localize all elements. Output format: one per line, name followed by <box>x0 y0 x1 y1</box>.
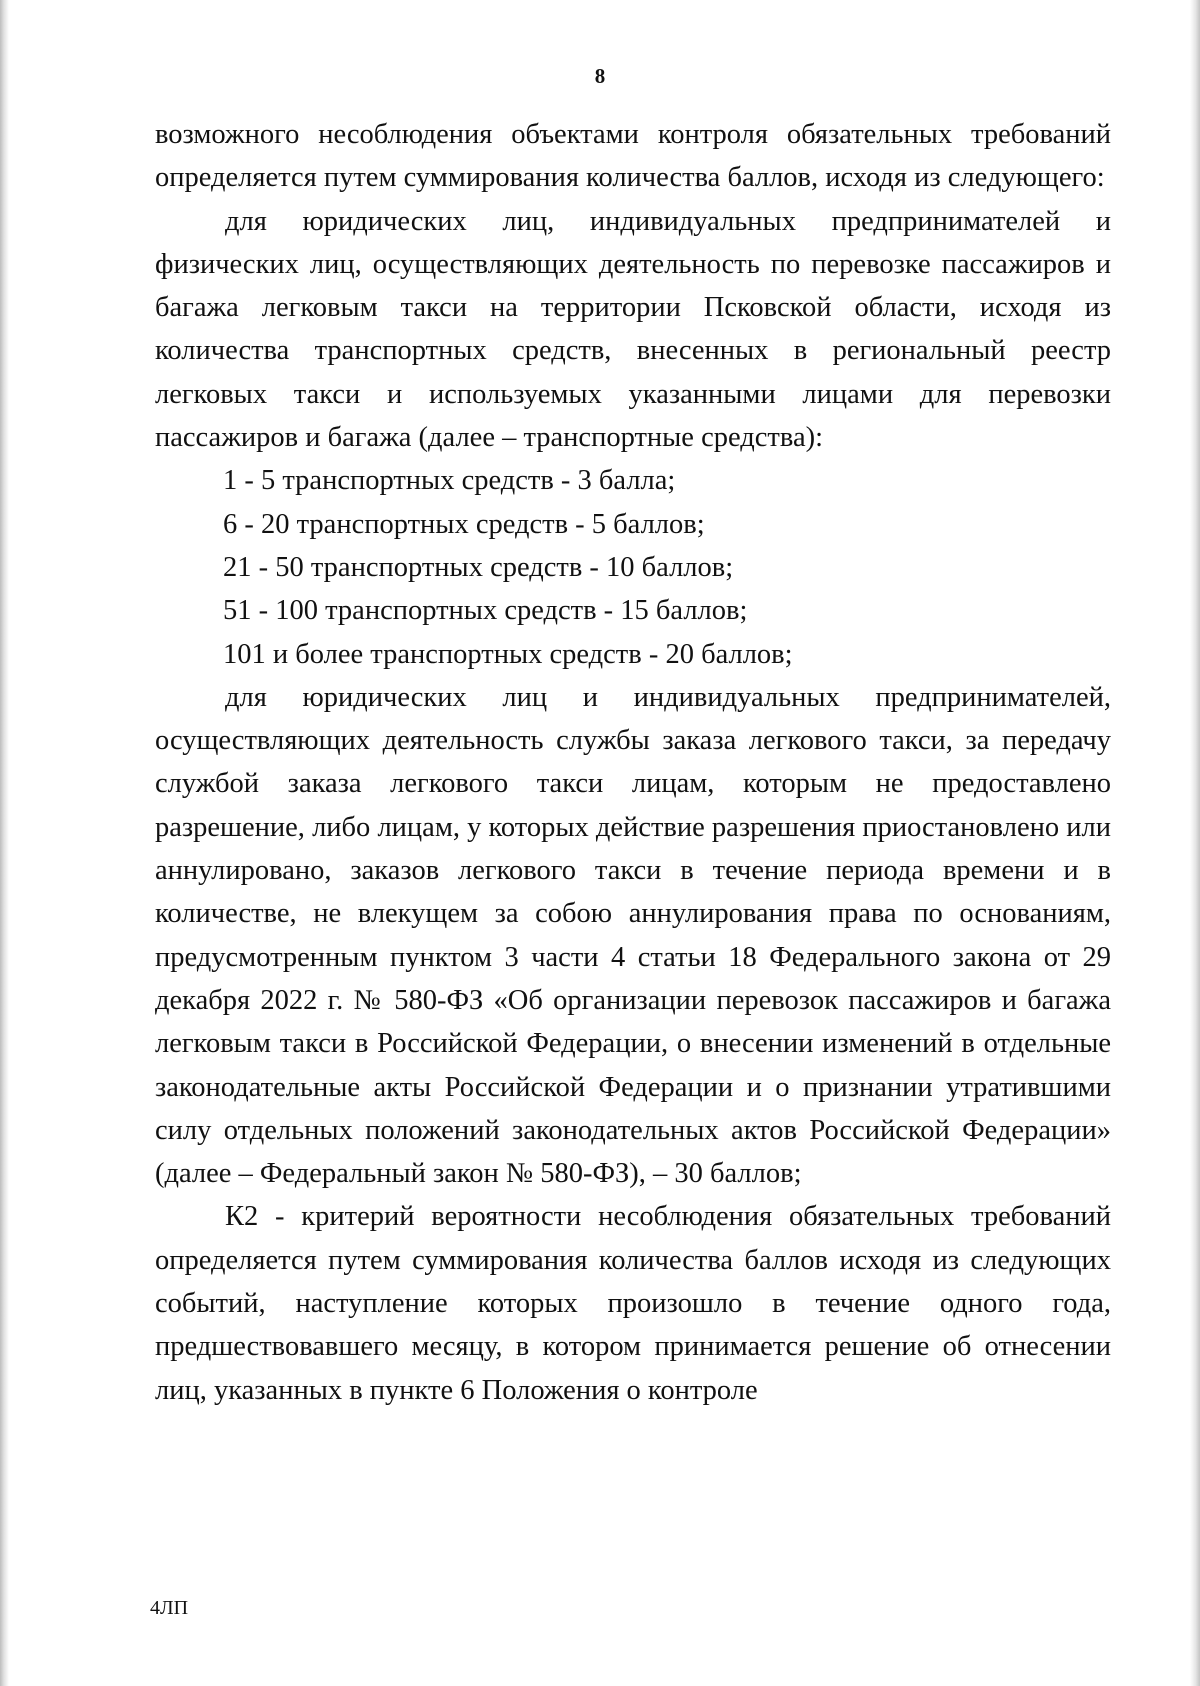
scale-item-5: 101 и более транспортных средств - 20 баллов; <box>223 638 793 670</box>
paragraph-continuation: возможного несоблюдения объектами контроля обязательных требований определяется путем суммирования количества баллов, исходя из следующего: <box>155 119 1111 194</box>
document-code: 4ЛП <box>150 1597 189 1619</box>
page-number: 8 <box>594 64 606 88</box>
scale-item-4: 51 - 100 транспортных средств - 15 баллов; <box>223 595 748 627</box>
paragraph-k2-criterion: К2 - критерий вероятности несоблюдения обязательных требований определяется путем суммирования количества баллов исходя из следующих событий, наступление которых произошло в течение одного года, предшествовавшего месяцу, в котором принимается решение об отнесении лиц, указанных в пункте 6 Положения о контроле <box>155 1201 1111 1406</box>
scale-item-1: 1 - 5 транспортных средств - 3 балла; <box>223 465 676 497</box>
scan-edge-right <box>1190 0 1200 1686</box>
document-body <box>155 113 1111 1412</box>
scan-edge-left <box>0 0 9 1686</box>
scale-item-2: 6 - 20 транспортных средств - 5 баллов; <box>223 508 705 540</box>
scale-item-3: 21 - 50 транспортных средств - 10 баллов; <box>223 551 734 583</box>
paragraph-taxi-carriers: для юридических лиц, индивидуальных предпринимателей и физических лиц, осуществляющих деятельность по перевозке пассажиров и багажа легковым такси на территории Псковской области, исходя из количества транспортных средств, внесенных в региональный реестр легковых такси и используемых указанными лицами для перевозки пассажиров и багажа (далее – транспортные средства): <box>155 205 1111 454</box>
paragraph-order-service: для юридических лиц и индивидуальных предпринимателей, осуществляющих деятельность службы заказа легкового такси, за передачу службой заказа легкового такси лицам, которым не предоставлено разрешение, либо лицам, у которых действие разрешения приостановлено или аннулировано, заказов легкового такси в течение периода времени и в количестве, не влекущем за собою аннулирования права по основаниям, предусмотренным пунктом 3 части 4 статьи 18 Федерального закона от 29 декабря 2022 г. № 580-ФЗ «Об организации перевозок пассажиров и багажа легковым такси в Российской Федерации, о внесении изменений в отдельные законодательные акты Российской Федерации и о признании утратившими силу отдельных положений законодательных актов Российской Федерации» (далее – Федеральный закон № 580-ФЗ), – 30 баллов; <box>155 681 1111 1190</box>
